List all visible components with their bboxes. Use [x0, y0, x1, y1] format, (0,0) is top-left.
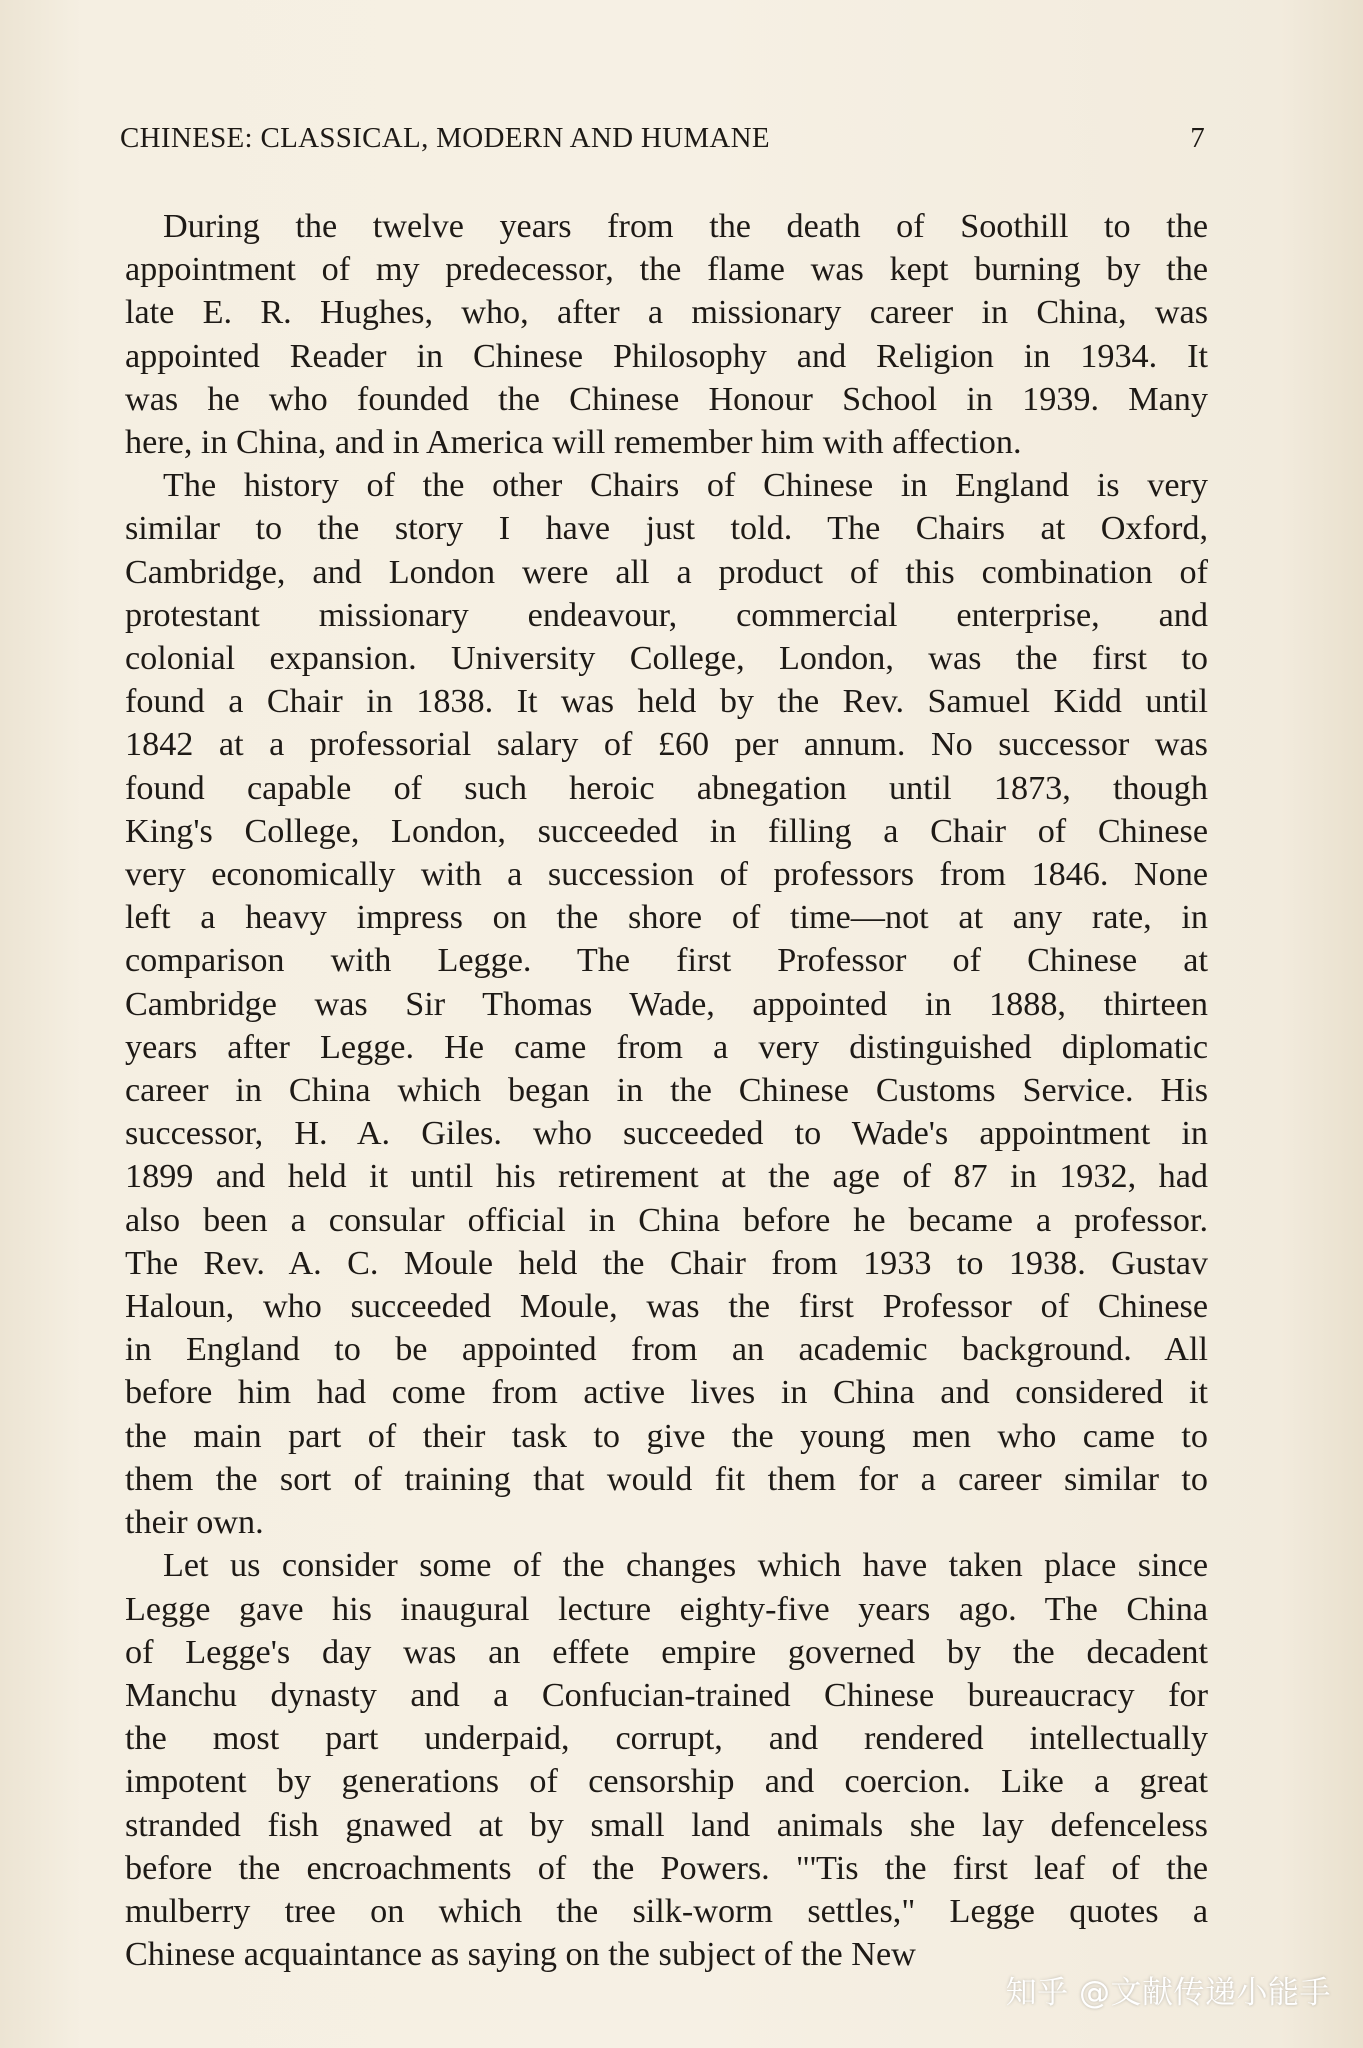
- text-line: the main part of their task to give the young men who came to: [125, 1417, 1208, 1455]
- text-line: Cambridge was Sir Thomas Wade, appointed in 1888, thirteen: [125, 985, 1208, 1023]
- text-line: The history of the other Chairs of Chinese in England is very: [163, 467, 1208, 505]
- text-line: Chinese acquaintance as saying on the subject of the New: [125, 1936, 916, 1974]
- text-line: The Rev. A. C. Moule held the Chair from 1933 to 1938. Gustav: [125, 1244, 1208, 1282]
- text-line: them the sort of training that would fit them for a career similar to: [125, 1460, 1208, 1498]
- text-line: was he who founded the Chinese Honour School in 1939. Many: [125, 380, 1208, 418]
- text-line: King's College, London, succeeded in filling a Chair of Chinese: [125, 812, 1208, 850]
- text-line: career in China which began in the Chinese Customs Service. His: [125, 1072, 1208, 1110]
- text-line: before him had come from active lives in China and considered it: [125, 1374, 1208, 1412]
- text-line: mulberry tree on which the silk-worm settles," Legge quotes a: [125, 1892, 1208, 1930]
- text-line: late E. R. Hughes, who, after a missionary career in China, was: [125, 294, 1208, 332]
- text-line: appointment of my predecessor, the flame was kept burning by the: [125, 251, 1208, 289]
- text-line: protestant missionary endeavour, commercial enterprise, and: [125, 596, 1208, 634]
- text-line: the most part underpaid, corrupt, and rendered intellectually: [125, 1720, 1208, 1758]
- text-line: 1899 and held it until his retirement at the age of 87 in 1932, had: [125, 1158, 1208, 1196]
- watermark: 知乎 @文献传递小能手: [1005, 1975, 1331, 2011]
- text-line: here, in China, and in America will remember him with affection.: [125, 424, 1022, 462]
- text-line: of Legge's day was an effete empire governed by the decadent: [125, 1633, 1208, 1671]
- text-line: their own.: [125, 1504, 264, 1542]
- text-line: Legge gave his inaugural lecture eighty-five years ago. The China: [125, 1590, 1208, 1628]
- text-line: comparison with Legge. The first Professor of Chinese at: [125, 942, 1208, 980]
- text-line: Haloun, who succeeded Moule, was the first Professor of Chinese: [125, 1288, 1208, 1326]
- paragraph: [125, 205, 1208, 464]
- paragraph: [125, 1544, 1208, 1976]
- page-number: 7: [1190, 122, 1205, 154]
- text-line: found a Chair in 1838. It was held by the Rev. Samuel Kidd until: [125, 683, 1208, 721]
- text-line: colonial expansion. University College, London, was the first to: [125, 640, 1208, 678]
- running-header: [120, 122, 1205, 155]
- text-line: successor, H. A. Giles. who succeeded to Wade's appointment in: [125, 1115, 1208, 1153]
- text-line: During the twelve years from the death of Soothill to the: [163, 208, 1208, 245]
- body-text: [125, 205, 1208, 1976]
- text-line: Cambridge, and London were all a product of this combination of: [125, 553, 1208, 591]
- text-line: before the encroachments of the Powers. "'Tis the first leaf of the: [125, 1849, 1208, 1887]
- text-line: stranded fish gnawed at by small land animals she lay defenceless: [125, 1806, 1208, 1844]
- text-line: very economically with a succession of professors from 1846. None: [125, 856, 1208, 894]
- text-line: in England to be appointed from an academic background. All: [125, 1331, 1208, 1369]
- running-title: CHINESE: CLASSICAL, MODERN AND HUMANE: [120, 122, 770, 154]
- text-line: years after Legge. He came from a very distinguished diplomatic: [125, 1028, 1208, 1066]
- text-line: impotent by generations of censorship and coercion. Like a great: [125, 1763, 1208, 1801]
- text-line: found capable of such heroic abnegation until 1873, though: [125, 769, 1208, 807]
- text-line: appointed Reader in Chinese Philosophy and Religion in 1934. It: [125, 337, 1208, 375]
- text-line: left a heavy impress on the shore of time—not at any rate, in: [125, 899, 1208, 937]
- text-line: similar to the story I have just told. The Chairs at Oxford,: [125, 510, 1208, 548]
- text-line: Let us consider some of the changes which have taken place since: [163, 1547, 1208, 1585]
- text-line: also been a consular official in China before he became a professor.: [125, 1201, 1208, 1239]
- text-line: Manchu dynasty and a Confucian-trained Chinese bureaucracy for: [125, 1676, 1208, 1714]
- paragraph: [125, 464, 1208, 1544]
- text-line: 1842 at a professorial salary of £60 per annum. No successor was: [125, 726, 1208, 764]
